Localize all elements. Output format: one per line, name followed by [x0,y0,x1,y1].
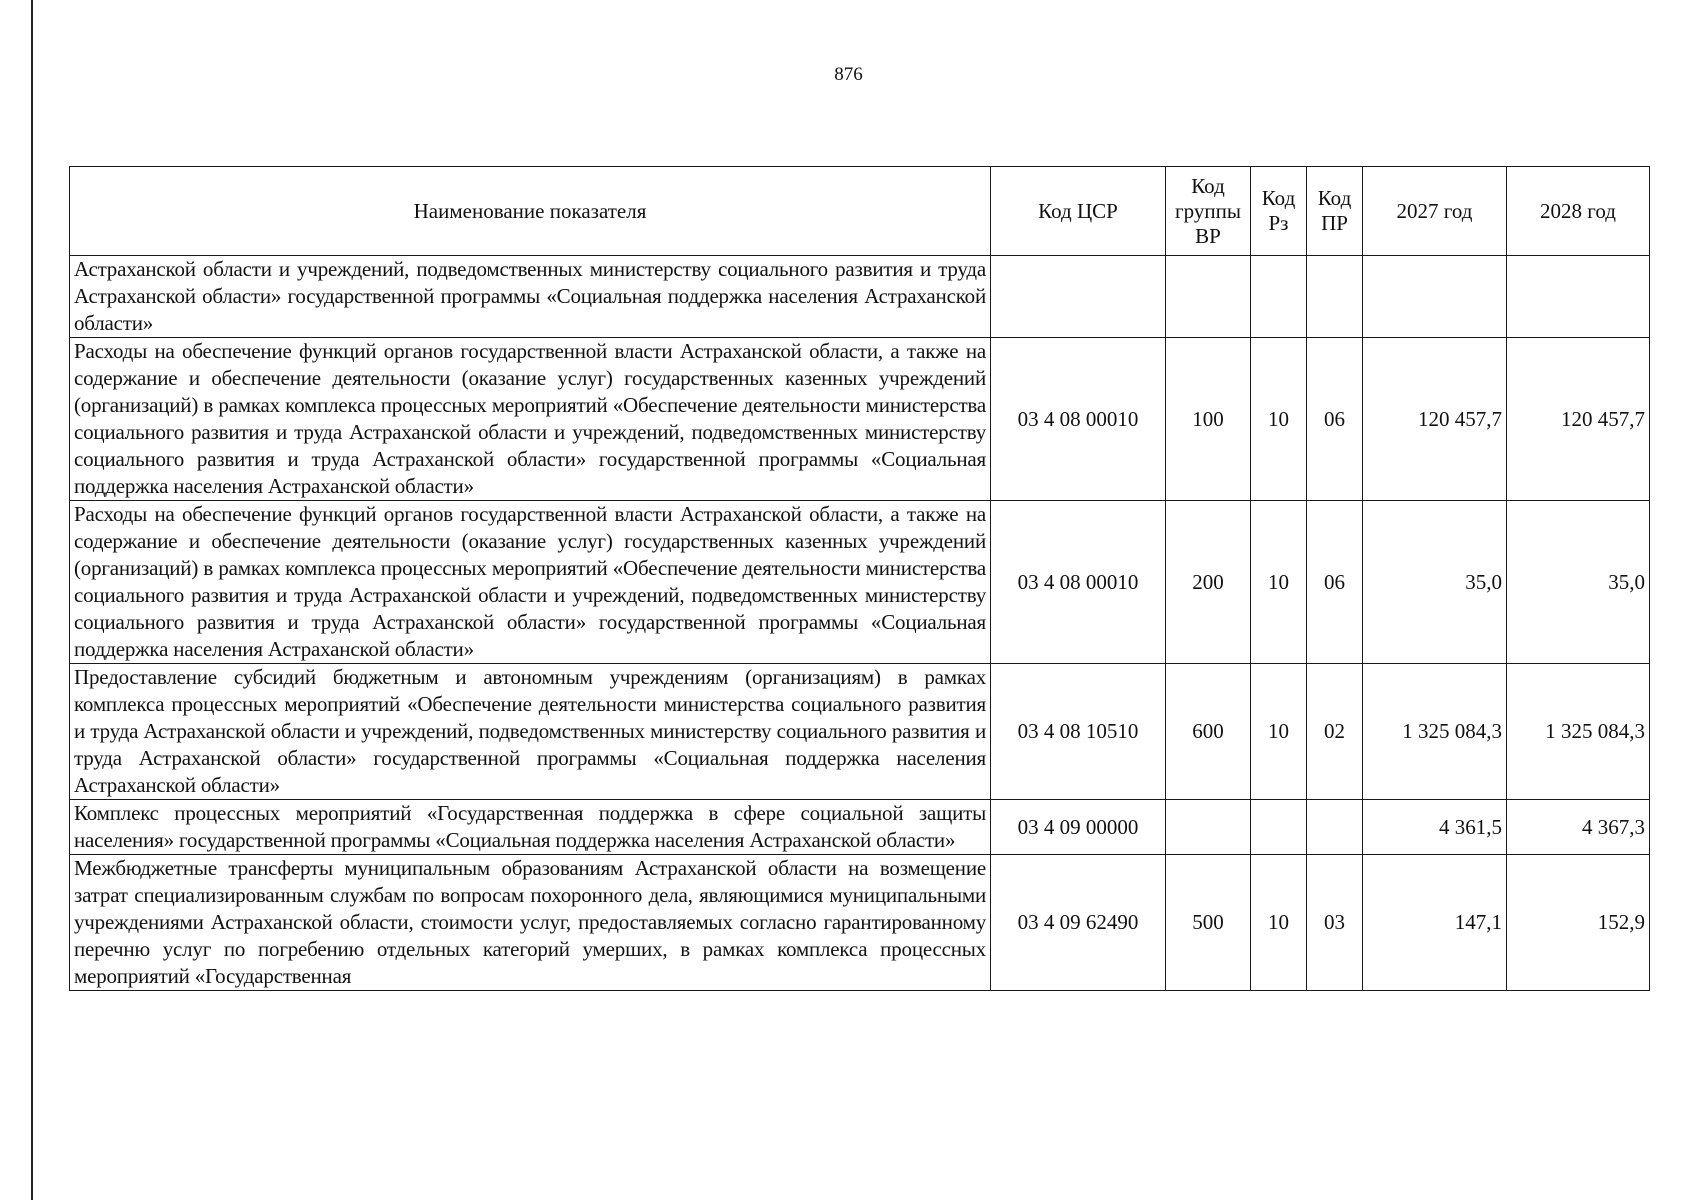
row-2027: 35,0 [1363,501,1507,664]
row-2028: 120 457,7 [1507,338,1650,501]
row-vr [1166,256,1251,338]
row-pr: 06 [1307,338,1363,501]
row-2027 [1363,256,1507,338]
row-csr: 03 4 08 00010 [991,501,1166,664]
row-pr [1307,800,1363,855]
budget-table [69,166,1650,991]
row-csr: 03 4 08 10510 [991,664,1166,800]
row-rz: 10 [1251,664,1307,800]
row-2027: 120 457,7 [1363,338,1507,501]
row-2028: 1 325 084,3 [1507,664,1650,800]
row-name: Предоставление субсидий бюджетным и автономным учреждениям (организациям) в рамках комплекса процессных мероприятий «Обеспечение деятельности министерства социального развития и труда Астраханской области и учреждений, подведомственных министерству социального развития и труда Астраханской области» государственной программы «Социальная поддержка населения Астраханской области» [70,664,991,800]
row-pr: 02 [1307,664,1363,800]
row-rz [1251,800,1307,855]
page-number: 876 [834,64,863,85]
row-rz: 10 [1251,501,1307,664]
row-rz [1251,256,1307,338]
table-row [70,664,1650,800]
row-pr: 03 [1307,855,1363,991]
row-vr: 200 [1166,501,1251,664]
row-name: Межбюджетные трансферты муниципальным образованиям Астраханской области на возмещение затрат специализированным службам по вопросам похоронного дела, являющимися муниципальными учреждениями Астраханской области, стоимости услуг, предоставляемых согласно гарантированному перечню услуг по погребению отдельных категорий умерших, в рамках комплекса процессных мероприятий «Государственная [70,855,991,991]
table-row [70,338,1650,501]
row-rz: 10 [1251,338,1307,501]
header-pr: Код ПР [1307,167,1363,256]
row-2027: 147,1 [1363,855,1507,991]
header-csr: Код ЦСР [991,167,1166,256]
header-2027: 2027 год [1363,167,1507,256]
row-2028: 4 367,3 [1507,800,1650,855]
row-name: Расходы на обеспечение функций органов государственной власти Астраханской области, а также на содержание и обеспечение деятельности (оказание услуг) государственных казенных учреждений (организаций) в рамках комплекса процессных мероприятий «Обеспечение деятельности министерства социального развития и труда Астраханской области и учреждений, подведомственных министерству социального развития и труда Астраханской области» государственной программы «Социальная поддержка населения Астраханской области» [70,338,991,501]
scan-edge-line [31,0,33,1200]
table-row [70,256,1650,338]
header-2028: 2028 год [1507,167,1650,256]
table-row [70,501,1650,664]
row-2027: 1 325 084,3 [1363,664,1507,800]
row-vr [1166,800,1251,855]
row-2028: 152,9 [1507,855,1650,991]
row-2027: 4 361,5 [1363,800,1507,855]
header-row [70,167,1650,256]
row-name: Астраханской области и учреждений, подведомственных министерству социального развития и труда Астраханской области» государственной программы «Социальная поддержка населения Астраханской области» [70,256,991,338]
row-name: Расходы на обеспечение функций органов государственной власти Астраханской области, а также на содержание и обеспечение деятельности (оказание услуг) государственных казенных учреждений (организаций) в рамках комплекса процессных мероприятий «Обеспечение деятельности министерства социального развития и труда Астраханской области и учреждений, подведомственных министерству социального развития и труда Астраханской области» государственной программы «Социальная поддержка населения Астраханской области» [70,501,991,664]
row-pr [1307,256,1363,338]
header-name: Наименование показателя [70,167,991,256]
row-csr [991,256,1166,338]
row-csr: 03 4 09 00000 [991,800,1166,855]
row-vr: 600 [1166,664,1251,800]
row-csr: 03 4 09 62490 [991,855,1166,991]
table-row [70,855,1650,991]
table-row [70,800,1650,855]
row-csr: 03 4 08 00010 [991,338,1166,501]
header-vr: Код группы ВР [1166,167,1251,256]
row-pr: 06 [1307,501,1363,664]
row-name: Комплекс процессных мероприятий «Государственная поддержка в сфере социальной защиты населения» государственной программы «Социальная поддержка населения Астраханской области» [70,800,991,855]
row-vr: 100 [1166,338,1251,501]
row-vr: 500 [1166,855,1251,991]
header-rz: Код Рз [1251,167,1307,256]
row-rz: 10 [1251,855,1307,991]
row-2028: 35,0 [1507,501,1650,664]
row-2028 [1507,256,1650,338]
